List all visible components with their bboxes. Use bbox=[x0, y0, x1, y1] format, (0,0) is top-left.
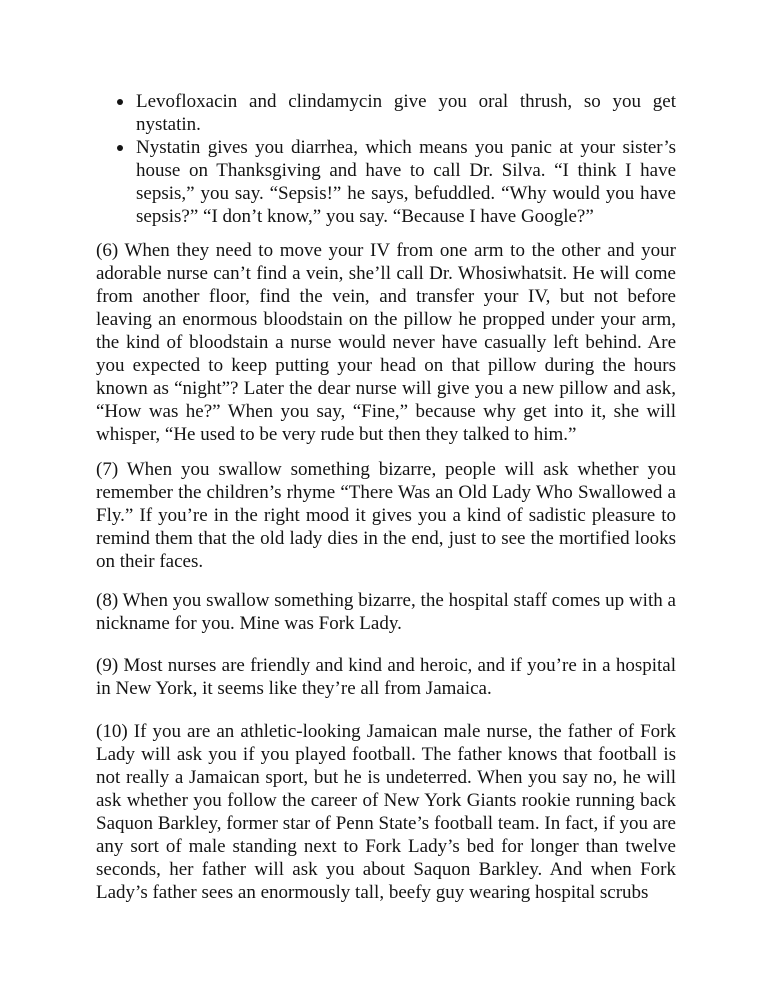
bullet-dot-icon bbox=[117, 99, 123, 105]
paragraph-8: (8) When you swallow something bizarre, the hospital staff comes up with a nickname for you. Mine was Fork Lady. bbox=[96, 590, 676, 634]
bullet-list bbox=[113, 90, 676, 228]
bullet-text: Nystatin gives you diarrhea, which means you panic at your sister’s house on Thanksgiving and have to call Dr. Silva. “I think I have sepsis,” you say. “Sepsis!” he says, befuddled. “Why would you have sepsis?” “I don’t know,” you say. “Because I have Google?” bbox=[136, 137, 676, 227]
paragraph-6: (6) When they need to move your IV from one arm to the other and your adorable nurse can’t find a vein, she’ll call Dr. Whosiwhatsit. He will come from another floor, find the vein, and transfer your IV, but not before leaving an enormous bloodstain on the pillow he propped under your arm, the kind of bloodstain a nurse would never have casually left behind. Are you expected to keep putting your head on that pillow during the hours known as “night”? Later the dear nurse will give you a new pillow and ask, “How was he?” When you say, “Fine,” because why get into it, she will whisper, “He used to be very rude but then they talked to him.” bbox=[96, 240, 676, 445]
bullet-item bbox=[113, 136, 676, 228]
paragraph-9: (9) Most nurses are friendly and kind and heroic, and if you’re in a hospital in New York, it seems like they’re all from Jamaica. bbox=[96, 655, 676, 699]
bullet-item bbox=[113, 90, 676, 136]
paragraph-10: (10) If you are an athletic-looking Jamaican male nurse, the father of Fork Lady will ask you if you played football. The father knows that football is not really a Jamaican sport, but he is undeterred. When you say no, he will ask whether you follow the career of New York Giants rookie running back Saquon Barkley, former star of Penn State’s football team. In fact, if you are any sort of male standing next to Fork Lady’s bed for longer than twelve seconds, her father will ask you about Saquon Barkley. And when Fork Lady’s father sees an enormously tall, beefy guy wearing hospital scrubs bbox=[96, 721, 676, 903]
bullet-dot-icon bbox=[117, 145, 123, 151]
bullet-text: Levofloxacin and clindamycin give you oral thrush, so you get nystatin. bbox=[136, 91, 676, 135]
paragraph-7: (7) When you swallow something bizarre, people will ask whether you remember the children’s rhyme “There Was an Old Lady Who Swallowed a Fly.” If you’re in the right mood it gives you a kind of sadistic pleasure to remind them that the old lady dies in the end, just to see the mortified looks on their faces. bbox=[96, 459, 676, 572]
